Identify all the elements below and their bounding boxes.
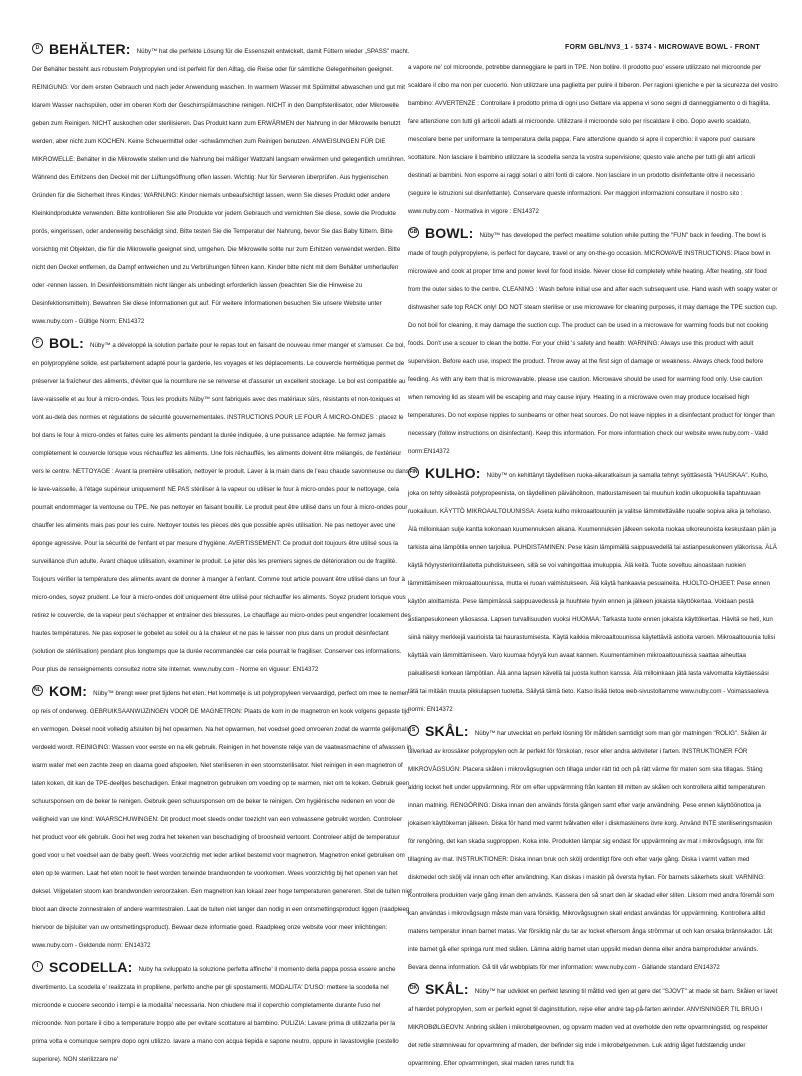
section-title: BEHÄLTER: [49,40,131,57]
section-it-continued [408,56,778,218]
section-it [32,958,412,1066]
section-de [32,40,412,328]
language-badge: FIN [408,467,419,478]
right-column [408,56,778,1076]
section-title: BOL: [49,334,85,351]
section-se [408,722,778,974]
section-body: Nûby™ har udviklet en perfekt løsning til måltid ved igen at gøre det "SJOVT" at made sit barn. Skålen er lavet af hærdet polypropylen, som er perfekt egnet til daginstitution, rejse eller andre tag-på-farten ærinder. ANVISNINGER TIL BRUG I MIKROBØLGEOVN: Anbring skålen i mikrobølgeovnen, og opvarm maden ved at overholde den rette opvarmningstid, og respekter det rette strømniveau for opvarmning af maden, der befinder sig inde i mikrobølgeovnen. Luk aldrig låget fuldstændig under opvarmning. Efter opvarmningen, skal maden røres rundt fra [408,988,778,1067]
section-fin [408,464,778,716]
section-body: Nüby™ a développé la solution parfaite pour le repas tout en faisant de nouveau rimer manger et s'amuser. Ce bol, en polypropylène solide, est parfaitement adapté pour la garderie, les voyages et les déplacements. Le couvercle hermétique permet de préserver la fraîcheur des aliments, d'éviter que la nourriture ne se renverse et d'assurer un excellent stockage. Le bol est compatible au lave-vaisselle et au four à micro-ondes. Tous les produits Nüby™ sont fabriqués avec des matériaux sûrs, résistants et non-toxiques et vont au-delà des normes et régulations de sécurité gouvernementales. INSTRUCTIONS POUR LE FOUR À MICRO-ONDES : placez le bol dans le four à micro-ondes et faites cuire les aliments pendant la durée indiquée, à une puissance adaptée. Ne fermez jamais complètement le couvercle lorsque vous réchauffez les aliments. Une fois réchauffés, les aliments doivent être mélangés, de l'extérieur vers le centre. NETTOYAGE : Avant la première utilisation, nettoyer le produit. Laver à la main dans de l'eau chaude savonneuse ou dans le lave-vaisselle, à l'étage supérieur uniquement! NE PAS stériliser à la vapeur ou utiliser le four à micro-ondes pour le nettoyage, cela pourrait endommager la ventouse ou TPE. Ne pas nettoyer en faisant bouillir. Le produit peut être utilisé dans un four à micro-ondes pour chauffer les aliments mais pas pour les cuire. Nettoyer toutes les pièces dès que possible après utilisation. Ne pas nettoyer avec une éponge agressive. Pour la sécurité de l'enfant et par mesure d'hygiène: AVERTISSEMENT: Ce produit doit toujours être utilisé sous la surveillance d'un adulte. Avant chaque utilisation, examiner le produit. Le jeter dès les premiers signes de détérioration ou de fragilité. Toujours vérifier la température des aliments avant de donner à manger à l'enfant. Comme tout article pouvant être utilisé dans un four à micro-ondes, soyez prudent. Le four à micro-ondes doit uniquement être utilisé pour réchauffer les aliments. Soyez prudent lorsque vous retirez le couvercle, de la vapeur peut s'échapper et entraîner des blessures. Le chauffage au micro-ondes peut engendrer localement des hautes températures. Ne pas exposer le gobelet au soleil ou à la chaleur et ne pas le laisser non plus dans un produit désinfectant (solution de stérilisation) pendant plus longtemps que la durée recommandée car cela pourrait le fragiliser. Conserver ces informations. Pour plus de renseignements consultez notre site internet. www.nuby.com - Norme en vigueur: EN14372 [32,342,411,673]
language-badge: GB [408,227,419,238]
language-badge: I [32,961,43,972]
language-badge: NL [32,685,43,696]
section-body: Nüby™ har utvecklat en perfekt lösning för måltiden samtidigt som man gör matningen "ROLIG". Skålen är tillverkad av krossäker polypropylen och är perfekt för förskolan, resor eller andra aktiviteter i farten. INSTRUKTIONER FÖR MIKROVÅGSUGN: Placera skålen i mikrovågsugnen och tillaga under rätt tid och på rätt värme för maten som ska tillagas. Stäng aldrig locket helt under uppvärmning. Rör om efter uppvärmning från kanten till mitten av skålen och kontrollera alltid temperaturen innan matning. RENGÖRING: Diska innan den används första gången samt efter varje användning. Pese ennen käyttöönottoa ja jokaisen käyttökerran jälkeen. Diska för hand med varmt tvålvatten eller i diskmaskinens övre korg. Använd INTE steriliseringsmaskin för rengöring, det kan skada sugproppen. Koka inte. Produkten lämpar sig endast för uppvärmning av mat i mikrovågsugn, inte för tillagning av mat. INSTRUKTIONER: Diska innan bruk och skölj ordentligt före och efter varje gång. Diska i varmt vatten med diskmedel och skölj väl innan och efter användning. Kan diskas i maskin på översta hyllan. För barnets säkerhets skull: VARNING: Kontrollera produkten varje gång innan den används. Kassera den så snart den är skadad eller sliten. Liksom med andra föremål som kan användas i mikrovågsugn måste man vara försiktig. Mikrovågsugnen skall endast användas för uppvärmning. Kontrollera alltid matens temperatur innan barnet matas. Var försiktig när du tar av locket eftersom ånga strömmar ut och kan orsaka brännskador. Låt inte barnet gå eller springa runt med skålen. Lämna aldrig barnet utan uppsikt medan denna eller andra barnprodukter används. Bevara denna information. Gå till vår webbplats för mer information: www.nuby.com - Gällande standard EN14372 [408,730,775,971]
section-fr [32,334,412,676]
section-title: KULHO: [425,464,481,481]
section-gb [408,224,778,458]
section-body: Nüby™ has developed the perfect mealtime solution while putting the "FUN" back in feeding. The bowl is made of tough polypropylene, is perfect for daycare, travel or any on-the-go occasion. MICROWAVE INSTRUCTIONS: Place bowl in microwave and cook at proper time and power level for food inside. Never close lid completely while heating. After heating, stir food from the outer sides to the centre. CLEANING : Wash before initial use and after each subsequent use. Hand wash with soapy water or dishwasher safe top RACK only! DO NOT steam sterilise or use microwave for cleaning purposes, it may damage the TPE suction cup. Do not boil for cleaning, it may damage the suction cup. The product can be used in a microwave for warming foods but not cooking foods. Don't use a scouer to clean the bottle. For your child 's safety and health: WARNING: Always use this product with adult supervision. Before each use, inspect the product. Throw away at the first sign of damage or weakness. Always check food before feeding. As with any item that is microwavable, please use caution. Microwave should be used for warming food only. Use caution when removing lid as steam will be escaping and may cause injury. Heating in a microwave oven may produce localised high temperatures. Do not expose nipples to sunbeams or other heat sources. Do not leave nipples in a disinfectant product for longer than necessary (follow instructions on disinfectant). Keep this information. For more information check our website www.nuby.com - Valid norm:EN14372 [408,232,778,455]
section-body: Nüby™ on kehittänyt täydellisen ruoka-aikaratkaisun ja samalla tehnyt syöttäsestä "HAUSKAA". Kulho, joka on tehty sitkeästä polypropeenista, on täydellinen päivähoitoon, matkustamiseen tai muuhun kodin ulkopuolella tapahtuvaan ruokailuun. KÄYTTÖ MIKROAALTOUUNISSA: Aseta kulho mikroaaltouuniin ja valitse lämmitettävälle ruoalle sopiva aika ja teholaso. Älä milloinkaan sulje kantta kokonaan kuumennuksen aikana. Kuumennuksen jälkeen sekoita ruokaa ulkoreunoista keskustaan päin ja tarkista aina lämpötila ennen tarjoilua. PUHDISTAMINEN: Pese käsin lämpimällä saippuavedellä tai astianpesukoneen yläkorissa. ÄLÄ käytä höyrysterilointilaitetta puhdistukseen, sillä se voi vahingoittaa imukuppia. Älä keitä. Tuote soveltuu ainoastaan ruokien lämmittämiseen mikroaaltouunissa, mutta ei ruoan valmistukseen. Älä käytä hankaavia pesuaineita. HUOLTO-OHJEET: Pese ennen käytön aloittamista. Pese lämpimässä saippuavedessä ja huuhtele hyvin ennen ja jälkeen jokaista käyttökertaa. Voidaan pestä astianpesukoneen yläosassa. Lapsen turvallisuuden vuoksi HUOMAA: Tarkasta tuote ennen jokaista käyttökertaa. Hävitä se heti, kun siinä näkyy merkkejä vaurioista tai haurastumisesta. Käytä kaikkia mikroaaltouunissa käytettäviä astioita varoen. Mikroaaltouunia tulisi käyttää vain lämmittämiseen. Varo kuumaa höyryä kun avaat kannen. Kuumentaminen mikroaaltouunissa saattaa aiheuttaa paikallisesti korkean lämpötilan. Älä anna lapsen kävellä tai juosta kulhon kanssa. Älä milloinkaan jätä lasta valvomatta käyttäessäsi tätä tai mitään muuta pikkulapsen tuotetta. Säilytä tämä tieto. Katso lisää tietoa web-sivustoltamme www.nuby.com - Voimassaoleva normi: EN14372 [408,472,777,713]
language-badge: F [32,337,43,348]
section-body: Nuby ha sviluppato la soluzione perfetta affinche' il momento della pappa possa essere anche divertimento. La scodella e' realizzata in proplilene, perfetto anche per gli spostamenti. MODALITA' D'USO: mettere la scodella nel microonde e cuocere secondo i tempi e la modalita' necessaria. Non chiudere mai il coperchio completamente durante l'uso nel microonde. Non portare il cibo a temperature troppo alte per evitare scottature al bambino. PULIZIA: Lavare prima di utilizzarla per la prima volta e comunque sempre dopo ogni utilizzo. lavare a mano con acqua tiepida e sapone neutro, oppure in lavastoviglie (cestello superiore). NON sterilizzare ne' [32,966,399,1063]
section-title: SKÅL: [425,722,469,739]
section-title: SCODELLA: [49,958,133,975]
section-title: KOM: [49,682,88,699]
section-title: BOWL: [425,224,474,241]
section-nl [32,682,412,952]
section-body: a vapore ne' col microonde, potrebbe danneggiare le parti in TPE. Non bollire. Il prodotto puo' essere utilizzato nel microonde per scaldare il cibo ma non per cuocerlo. Non utilizzare una paglietta per pulire il biberon. Per ragioni igieniche e per la sicurezza del vostro bambino: AVVERTENZE : Controllare il prodotto prima di ogni uso Gettare via appena vi sono segni di danneggiamento o di fragilita. fare attenzione con tutti gli articoli adatti al microonde. Utilizzare il microonde solo per riscaldare il cibo. Dopo averlo scaldato, mescolare bene per uniformare la temperatura della pappa. Fare attenzione quando si apre il coperchio: il vapore puo' causare scottature. Non lasciare il bambino utilizzare la scodella senza la vostra supervisione; questo vale anche per tutti gli altri articoli destinati ai bambini. Non esporre ai raggi solari o altri fonti di calore. Non lasciare in un prodotto disinfettante oltre il necessario (seguire le istruzioni sul disinfettante). Conservare queste informazioni. Per maggiori informazioni consultare il nostro sito : www.nuby.com - Normativa in vigore : EN14372 [408,64,778,215]
section-title: SKÅL: [425,980,469,997]
language-badge: DK [408,983,419,994]
section-body: Nüby™ hat die perfekte Lösung für die Essenszeit entwickelt, damit Füttern wieder „SPASS" macht. Der Behälter besteht aus robustem Polypropylen und ist perfekt für den Alltag, die Reise oder für sämtliche Gelegenheiten geeignet. REINIGUNG: Vor dem ersten Gebrauch und nach jeder Anwendung waschen. In warmem Wasser mit Spülmittel abwaschen und gut mit klarem Wasser nachspülen, oder im oberen Korb der Geschirrspülmaschine reinigen. NICHT in den Dampfsterilisator, oder Mikrowelle geben zum Reinigen. NICHT auskochen oder sterilisieren. Das Produkt kann zum ERWÄRMEN der Nahrung in der Mikrowelle benutzt werden, aber nicht zum KOCHEN. Keine Scheuermittel oder -schwämmchen zum Reinigen benutzen. ANWEISUNGEN FÜR DIE MIKROWELLE: Behälter in die Mikrowelle stellen und die Nahrung bei mäßiger Wattzahl langsam erwärmen und gelegentlich umrühren. Während des Erhitzens den Deckel mit der Lüftungsöffnung offen lassen. Wichtig: Nur für Servieren überprüfen. Aus hygienischen Gründen für die Sicherheit Ihres Kindes: WARNUNG: Kinder niemals unbeaufsichtigt lassen, wenn Sie dieses Produkt oder andere Kleinkindprodukte verwenden. Bitte kontrollieren Sie alle Produkte vor jedem Gebrauch und vernichten Sie diese, sowie die Produkte porös, eingerissen, oder anderweitig beschädigt sind. Bitte testen Sie die Temperatur der Nahrung, bevor Sie das Baby füttern. Bitte vorsichtig mit Objekten, die für die Mikrowelle geeignet sind, umgehen. Die Mikrowelle sollte nur zum Erhitzen verwendet werden. Bitte nicht den Deckel entfernen, da Dampf entweichen und zu Verbrühungen führen kann. Kinder bitte nicht mit dem Behälter umherlaufen oder -rennen lassen. In Desinfektionsmitteln nicht länger als unbedingt erforderlich lassen (beachten Sie die Hinweise zu Desinfektionsmitteln). Bewahren Sie diese Informationen gut auf. Für weitere Informationen besuchen Sie unsere Website unter www.nuby.com - Gültige Norm: EN14372 [32,48,410,325]
left-column [32,40,412,1072]
form-reference: FORM GBL/NV3_1 - 5374 - MICROWAVE BOWL - FRONT [565,44,760,51]
language-badge: S [408,725,419,736]
section-dk [408,980,778,1070]
section-body: Nüby™ brengt weer pret tijdens het eten. Het kommetje is uit polypropyleen vervaardigd, perfect om mee te nemen op reis of onderweg. GEBRUIKSAANWIJZINGEN VOOR DE MAGNETRON: Plaats de kom in de magnetron en kook volgens gepaste tijd en vermogen. Deksel nooit volledig afsluiten bij het opwarmen. Na het opwarmen, het voedsel goed omroeren zodat de warmte gelijkmatig verdeeld wordt. REINIGING: Wassen voor eerste en na elk gebruik. Reinigen in het bovenste rekje van de vaatwasmachine of afwassen in warm water met een zachte zeep en daarna goed afspoelen. Niet steriliseren in een stoomsterilisator. Niet reinigen in een magnetron of laten koken, dit kan de TPE-deeltjes beschadigen. Enkel magnetron gebruiken om voeding op te warmen, niet om te koken. Gebruik geen schuursponsen om de beker te reinigen. Gebruik geen schuursponsen om de beker te reinigen. Om hygiënische redenen en voor de veiligheid van uw kind: WAARSCHUWINGEN: Dit product moet steeds onder toezicht van een volwassene gebruikt worden. Controleer het product voor elk gebruik. Gooi het weg zodra het tekenen van beschadiging of broosheid vertoont. Controleer altijd de temperatuur goed voor u het voedsel aan de baby geeft. Wees voorzichtig met ieder artikel bestemd voor magnetron. Magnetron enkel gebruiken om eten op te warmen. Laat het eten nooit te heet worden teneinde brandwonden te voorkomen. Wees voorzichtig bij het openen van het deksel. Vrijgelaten stoom kan brandwonden veroorzaken. Een magnetron kan lokaal zeer hoge temperaturen genereren. Stel de tuiten niet bloot aan directe zonnestralen of andere warmtestralen. Laat de tuiten niet langer dan nodig in een ontsmettingsproduct liggen (raadpleeg hiervoor de bijsluiter van uw ontsmettingsproduct). Bewaar deze informatie goed. Raadpleeg onze website voor meer inlichtingen: www.nuby.com - Geldende norm: EN14372 [32,690,412,949]
language-badge: D [32,43,43,54]
